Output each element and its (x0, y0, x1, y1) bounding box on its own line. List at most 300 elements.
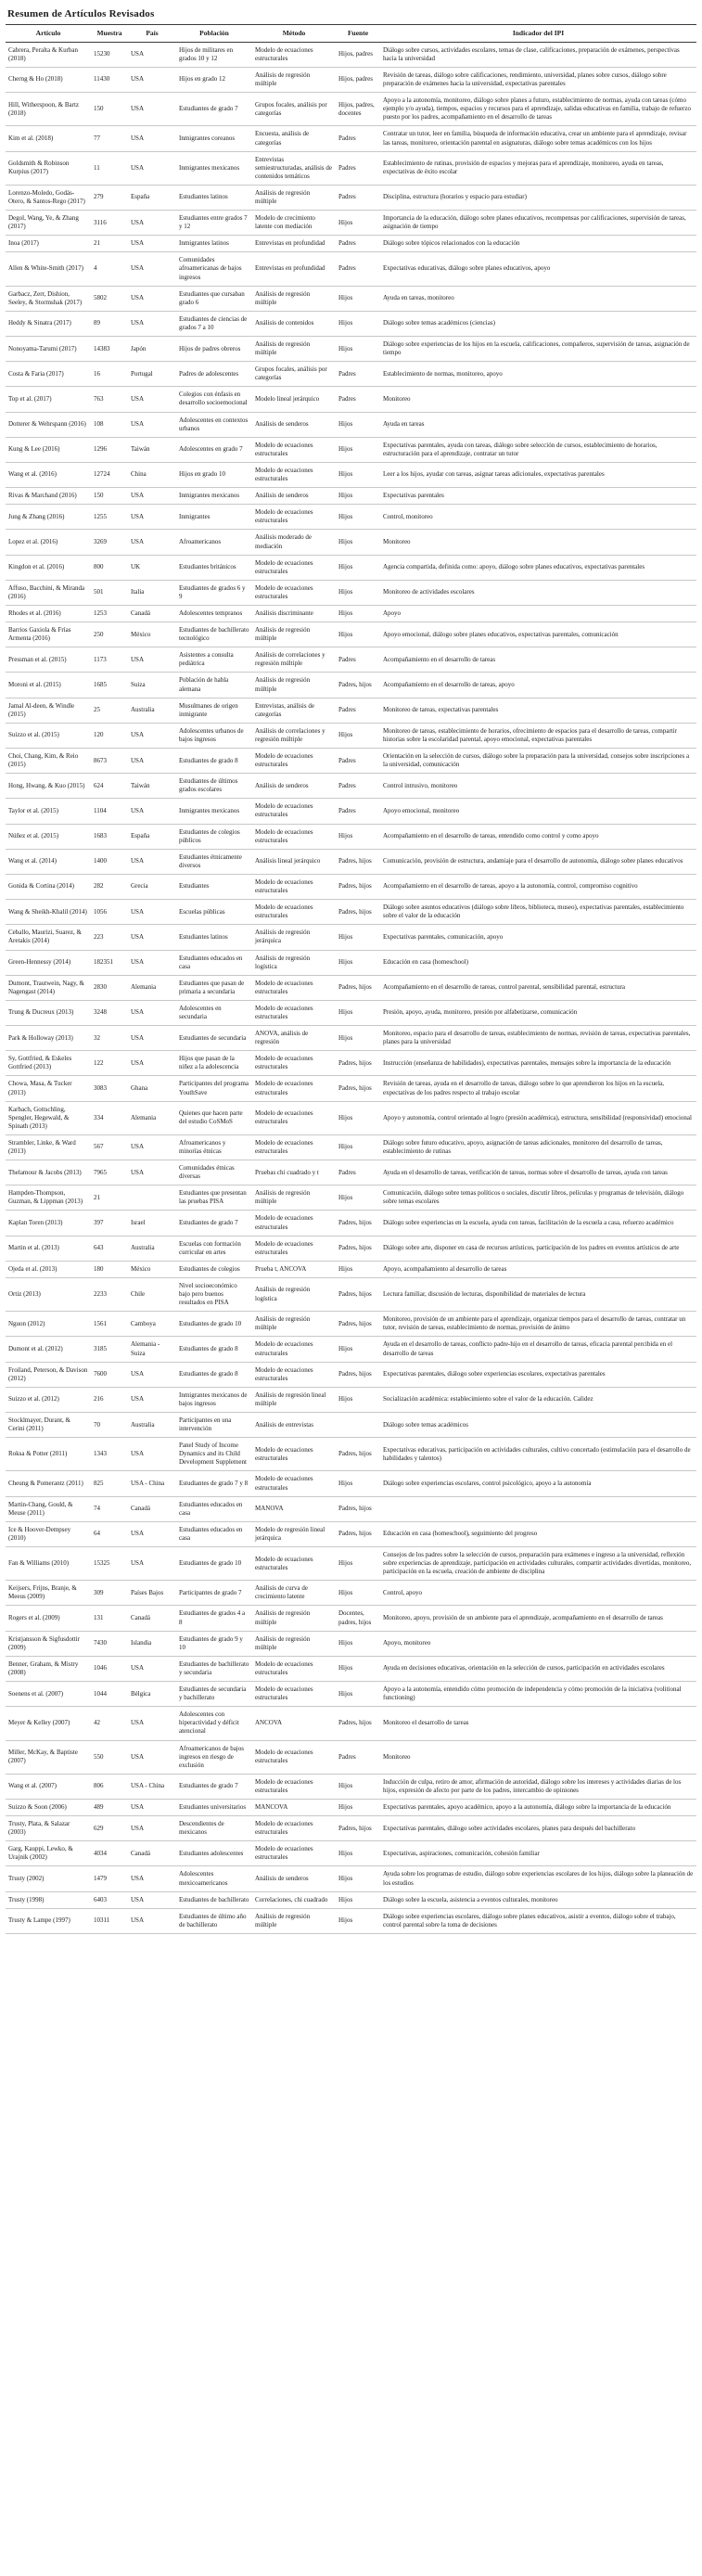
cell-method: Entrevistas en profundidad (252, 236, 336, 252)
cell-article: Wang et al. (2016) (6, 462, 91, 487)
cell-country: Ghana (128, 1076, 176, 1101)
cell-method: Modelo de regresión lineal jerárquica (252, 1521, 336, 1546)
cell-source: Hijos (336, 1000, 380, 1025)
cell-source: Padres, hijos (336, 1211, 380, 1236)
table-row (6, 1740, 696, 1774)
cell-source: Padres, hijos (336, 1051, 380, 1076)
cell-indicator: Diálogo sobre experiencias en la escuela, ayuda con tareas, facilitación de la escuela a casa, refuerzo académico (380, 1211, 696, 1236)
cell-sample: 7600 (91, 1362, 128, 1387)
cell-source: Hijos (336, 505, 380, 530)
cell-method: Correlaciones, chi cuadrado (252, 1891, 336, 1908)
cell-sample: 21 (91, 236, 128, 252)
cell-article: Jung & Zhang (2016) (6, 505, 91, 530)
cell-source: Hijos (336, 1891, 380, 1908)
cell-article: Ceballo, Maurizi, Suarez, & Aretakis (2014) (6, 925, 91, 950)
column-header-source: Fuente (336, 25, 380, 42)
table-row (6, 749, 696, 774)
cell-method: Análisis de regresión múltiple (252, 673, 336, 698)
cell-population: Adolescentes mexicoamericanos (176, 1866, 252, 1891)
cell-source: Hijos (336, 437, 380, 462)
cell-method: Modelo de ecuaciones estructurales (252, 555, 336, 580)
cell-sample: 1104 (91, 799, 128, 824)
cell-method: Análisis de senderos (252, 488, 336, 505)
cell-indicator: Revisión de tareas, diálogo sobre calificaciones, rendimiento, universidad, planes sobre cursos, diálogo sobre preparación de exámenes hacia la universidad, expectativas parentales (380, 67, 696, 92)
cell-article: Kung & Lee (2016) (6, 437, 91, 462)
cell-indicator: Instrucción (enseñanza de habilidades), expectativas parentales, mensajes sobre la importancia de la educación (380, 1051, 696, 1076)
cell-country: Australia (128, 1236, 176, 1261)
cell-source: Padres (336, 236, 380, 252)
cell-population: Adolescentes en contextos urbanos (176, 412, 252, 437)
table-row (6, 900, 696, 925)
cell-indicator: Establecimiento de normas, monitoreo, apoyo (380, 362, 696, 387)
cell-method: MANCOVA (252, 1799, 336, 1815)
cell-sample: 4034 (91, 1841, 128, 1866)
cell-indicator: Expectativas, aspiraciones, comunicación, cohesión familiar (380, 1841, 696, 1866)
cell-source: Padres, hijos (336, 1076, 380, 1101)
cell-indicator: Acompañamiento en el desarrollo de tareas, apoyo a la autonomía, control, compromiso cognitivo (380, 874, 696, 899)
cell-country: Israel (128, 1211, 176, 1236)
cell-sample: 1683 (91, 824, 128, 849)
table-row (6, 1101, 696, 1134)
cell-indicator: Apoyo y autonomía, control orientado al logro (presión académica), estructura, sensibilidad (responsividad) emocional (380, 1101, 696, 1134)
cell-source: Padres, hijos (336, 900, 380, 925)
cell-article: Garbacz, Zerr, Dishion, Seeley, & Stormshak (2017) (6, 286, 91, 311)
column-header-method: Método (252, 25, 336, 42)
cell-sample: 7965 (91, 1160, 128, 1185)
cell-sample: 1056 (91, 900, 128, 925)
table-row (6, 723, 696, 748)
table-row (6, 1261, 696, 1277)
cell-sample: 1173 (91, 647, 128, 673)
table-row (6, 647, 696, 673)
cell-source: Padres, hijos (336, 673, 380, 698)
cell-country: USA (128, 530, 176, 555)
cell-country: USA (128, 505, 176, 530)
cell-sample: 334 (91, 1101, 128, 1134)
cell-population: Estudiantes (176, 874, 252, 899)
cell-country: Suiza (128, 673, 176, 698)
cell-population: Estudiantes de grados 6 y 9 (176, 580, 252, 605)
cell-indicator: Expectativas parentales, comunicación, apoyo (380, 925, 696, 950)
cell-indicator: Expectativas parentales, ayuda con tareas, diálogo sobre selección de cursos, establecimiento de horarios, estructuración para el aprendizaje, contratar un tutor (380, 437, 696, 462)
cell-country: USA - China (128, 1774, 176, 1799)
cell-source: Hijos (336, 1581, 380, 1606)
cell-source: Hijos (336, 311, 380, 336)
cell-source: Padres (336, 252, 380, 286)
cell-method: Modelo de ecuaciones estructurales (252, 580, 336, 605)
cell-indicator: Monitoreo (380, 1740, 696, 1774)
cell-article: Soenens et al. (2007) (6, 1682, 91, 1707)
table-row (6, 337, 696, 362)
cell-article: Cherng & Ho (2018) (6, 67, 91, 92)
table-row (6, 126, 696, 151)
table-row (6, 412, 696, 437)
cell-indicator: Monitoreo el desarrollo de tareas (380, 1707, 696, 1740)
table-row (6, 1160, 696, 1185)
cell-sample: 3269 (91, 530, 128, 555)
table-row (6, 1076, 696, 1101)
table-row (6, 530, 696, 555)
cell-sample: 397 (91, 1211, 128, 1236)
table-row (6, 605, 696, 622)
cell-source: Padres, hijos (336, 1707, 380, 1740)
cell-indicator: Monitoreo de tareas, establecimiento de horarios, ofrecimiento de espacios para el desarrollo de tareas, compartir historias sobre la escolaridad parental, apoyo emocional, expectativas parentales (380, 723, 696, 748)
cell-sample: 6403 (91, 1891, 128, 1908)
cell-method: Modelo de ecuaciones estructurales (252, 799, 336, 824)
column-header-sample: Muestra (91, 25, 128, 42)
cell-population: Participantes en una intervención (176, 1412, 252, 1437)
cell-method: Análisis de regresión jerárquica (252, 925, 336, 950)
cell-method: Análisis de regresión múltiple (252, 1631, 336, 1656)
cell-country: USA (128, 925, 176, 950)
cell-article: Affuso, Bacchini, & Miranda (2016) (6, 580, 91, 605)
cell-article: Trusty (1998) (6, 1891, 91, 1908)
table-row (6, 774, 696, 799)
table-row (6, 1547, 696, 1581)
cell-population: Estudiantes de último año de bachillerato (176, 1908, 252, 1933)
cell-method: Entrevistas en profundidad (252, 252, 336, 286)
cell-article: Garg, Kauppi, Lewko, & Urajnik (2002) (6, 1841, 91, 1866)
cell-sample: 8673 (91, 749, 128, 774)
cell-source (336, 1412, 380, 1437)
cell-sample: 15230 (91, 42, 128, 67)
cell-method: Análisis de senderos (252, 412, 336, 437)
cell-article: Dotterer & Wehrspann (2016) (6, 412, 91, 437)
cell-source: Padres (336, 362, 380, 387)
cell-method: Análisis de regresión múltiple (252, 1908, 336, 1933)
cell-indicator: Agencia compartida, definida como: apoyo, diálogo sobre planes educativos, expectativas parentales (380, 555, 696, 580)
cell-source: Padres (336, 126, 380, 151)
cell-source: Hijos (336, 211, 380, 236)
cell-sample: 131 (91, 1606, 128, 1631)
cell-population: Escuelas con formación curricular en artes (176, 1236, 252, 1261)
cell-article: Sy, Gottfried, & Eskeles Gottfried (2013) (6, 1051, 91, 1076)
cell-population: Adolescentes con hiperactividad y déficit atencional (176, 1707, 252, 1740)
cell-sample: 1561 (91, 1312, 128, 1337)
table-row (6, 1438, 696, 1471)
cell-source: Padres, hijos (336, 1496, 380, 1521)
cell-country: México (128, 1261, 176, 1277)
cell-indicator: Acompañamiento en el desarrollo de tareas, control parental, sensibilidad parental, estructura (380, 975, 696, 1000)
cell-sample: 11 (91, 151, 128, 185)
cell-sample: 182351 (91, 950, 128, 975)
cell-sample: 1046 (91, 1656, 128, 1681)
cell-country: USA (128, 1051, 176, 1076)
table-row (6, 1707, 696, 1740)
cell-source: Hijos (336, 1471, 380, 1496)
cell-sample: 501 (91, 580, 128, 605)
cell-method: Modelo de ecuaciones estructurales (252, 900, 336, 925)
cell-country: Italia (128, 580, 176, 605)
cell-population: Estudiantes de colegios (176, 1261, 252, 1277)
cell-indicator: Monitoreo (380, 387, 696, 412)
cell-country: USA (128, 1160, 176, 1185)
cell-population: Estudiantes de últimos grados escolares (176, 774, 252, 799)
cell-article: Lopez et al. (2016) (6, 530, 91, 555)
cell-population: Estudiantes de bachillerato (176, 1891, 252, 1908)
cell-indicator: Diálogo sobre asuntos educativos (diálogo sobre libros, biblioteca, museo), expectativas parentales, establecimiento sobre el valor de la educación (380, 900, 696, 925)
table-row (6, 311, 696, 336)
cell-sample: 120 (91, 723, 128, 748)
cell-population: Hijos de militares en grados 10 y 12 (176, 42, 252, 67)
cell-population: Población de habla alemana (176, 673, 252, 698)
cell-population: Colegios con énfasis en desarrollo socioemocional (176, 387, 252, 412)
cell-sample: 643 (91, 1236, 128, 1261)
cell-article: Roksa & Potter (2011) (6, 1438, 91, 1471)
cell-indicator: Orientación en la selección de cursos, diálogo sobre la preparación para la universidad, consejos sobre inscripciones a la universidad, comunicación (380, 749, 696, 774)
cell-method: Análisis de regresión múltiple (252, 1312, 336, 1337)
cell-source: Padres (336, 698, 380, 723)
cell-source: Hijos (336, 1631, 380, 1656)
cell-article: Hampden-Thompson, Guzman, & Lippman (2013) (6, 1185, 91, 1211)
cell-indicator: Diálogo sobre la escuela, asistencia a eventos culturales, monitoreo (380, 1891, 696, 1908)
cell-country: USA (128, 151, 176, 185)
cell-population: Estudiantes de grado 7 (176, 1774, 252, 1799)
table-row (6, 975, 696, 1000)
cell-country: USA (128, 211, 176, 236)
cell-indicator: Socialización académica: establecimiento sobre el valor de la educación. Calidez (380, 1387, 696, 1412)
cell-population: Estudiantes de colegios públicos (176, 824, 252, 849)
cell-article: Gonida & Cortina (2014) (6, 874, 91, 899)
table-row (6, 622, 696, 647)
cell-method: Modelo de ecuaciones estructurales (252, 749, 336, 774)
cell-method: Modelo de ecuaciones estructurales (252, 1438, 336, 1471)
table-row (6, 1799, 696, 1815)
cell-article: Jamal Al-deen, & Windle (2015) (6, 698, 91, 723)
cell-indicator: Educación en casa (homeschool), seguimiento del progreso (380, 1521, 696, 1546)
cell-source: Padres, hijos (336, 1816, 380, 1841)
cell-source: Hijos (336, 622, 380, 647)
cell-population: Estudiantes étnicamente diversos (176, 849, 252, 874)
cell-sample: 3248 (91, 1000, 128, 1025)
cell-country: Canadá (128, 605, 176, 622)
table-row (6, 1185, 696, 1211)
cell-sample: 70 (91, 1412, 128, 1437)
table-row (6, 1581, 696, 1606)
cell-article: Goldsmith & Robinson Kurpius (2017) (6, 151, 91, 185)
cell-population: Escuelas públicas (176, 900, 252, 925)
cell-country: USA (128, 93, 176, 126)
cell-method: ANOVA, análisis de regresión (252, 1026, 336, 1051)
cell-indicator: Diálogo sobre temas académicos (ciencias) (380, 311, 696, 336)
cell-source: Hijos (336, 1185, 380, 1211)
cell-indicator: Expectativas parentales (380, 488, 696, 505)
cell-article: Nonoyama-Tarumi (2017) (6, 337, 91, 362)
cell-population: Comunidades afroamericanas de bajos ingresos (176, 252, 252, 286)
cell-source: Padres (336, 799, 380, 824)
cell-method: Análisis de entrevistas (252, 1412, 336, 1437)
cell-article: Miller, McKay, & Baptiste (2007) (6, 1740, 91, 1774)
cell-sample: 7430 (91, 1631, 128, 1656)
cell-sample: 108 (91, 412, 128, 437)
cell-population: Musulmanes de origen inmigrante (176, 698, 252, 723)
cell-country: USA (128, 1816, 176, 1841)
cell-indicator: Diálogo sobre experiencias escolares, control psicológico, apoyo a la autonomía (380, 1471, 696, 1496)
table-row (6, 252, 696, 286)
cell-method: Análisis de regresión múltiple (252, 622, 336, 647)
cell-country: USA (128, 1000, 176, 1025)
cell-country: Grecia (128, 874, 176, 899)
cell-sample: 74 (91, 1496, 128, 1521)
cell-sample: 1479 (91, 1866, 128, 1891)
cell-source: Hijos (336, 530, 380, 555)
cell-population: Estudiantes que cursaban grado 6 (176, 286, 252, 311)
cell-sample: 14383 (91, 337, 128, 362)
cell-indicator: Diálogo sobre arte, disponer en casa de recursos artísticos, participación de los padres en eventos artísticos de arte (380, 1236, 696, 1261)
cell-article: Froiland, Peterson, & Davison (2012) (6, 1362, 91, 1387)
cell-article: Chowa, Masa, & Tucker (2013) (6, 1076, 91, 1101)
cell-method: Modelo de ecuaciones estructurales (252, 1547, 336, 1581)
cell-population: Inmigrantes (176, 505, 252, 530)
cell-country: USA (128, 749, 176, 774)
cell-article: Rhodes et al. (2016) (6, 605, 91, 622)
cell-method: Análisis de curva de crecimiento latente (252, 1581, 336, 1606)
cell-country: USA (128, 1656, 176, 1681)
cell-population: Adolescentes en secundaria (176, 1000, 252, 1025)
cell-source: Padres (336, 749, 380, 774)
cell-article: Pressman et al. (2015) (6, 647, 91, 673)
table-row (6, 1774, 696, 1799)
cell-article: Top et al. (2017) (6, 387, 91, 412)
table-row (6, 1134, 696, 1160)
cell-sample: 489 (91, 1799, 128, 1815)
cell-sample: 15325 (91, 1547, 128, 1581)
cell-article: Trusty, Plata, & Salazar (2003) (6, 1816, 91, 1841)
table-row (6, 673, 696, 698)
column-header-country: País (128, 25, 176, 42)
cell-method: Modelo de ecuaciones estructurales (252, 437, 336, 462)
cell-country: Bélgica (128, 1682, 176, 1707)
cell-population: Afroamericanos (176, 530, 252, 555)
cell-country: Islandia (128, 1631, 176, 1656)
cell-country: España (128, 185, 176, 210)
cell-population: Estudiantes entre grados 7 y 12 (176, 211, 252, 236)
cell-source: Hijos (336, 1387, 380, 1412)
cell-country: Alemania - Suiza (128, 1337, 176, 1362)
cell-article: Taylor et al. (2015) (6, 799, 91, 824)
cell-population: Adolescentes en grado 7 (176, 437, 252, 462)
cell-population: Asistentes a consulta pediátrica (176, 647, 252, 673)
cell-source: Hijos (336, 1656, 380, 1681)
cell-method: Modelo de ecuaciones estructurales (252, 1134, 336, 1160)
cell-sample: 250 (91, 622, 128, 647)
table-row (6, 505, 696, 530)
cell-population: Hijos en grado 10 (176, 462, 252, 487)
table-row (6, 437, 696, 462)
cell-country: España (128, 824, 176, 849)
cell-country: Australia (128, 698, 176, 723)
cell-article: Cabrera, Peralta & Kurban (2018) (6, 42, 91, 67)
cell-country: USA (128, 900, 176, 925)
cell-population: Estudiantes latinos (176, 925, 252, 950)
page-title: Resumen de Artículos Revisados (6, 6, 696, 25)
cell-method: Modelo de ecuaciones estructurales (252, 1841, 336, 1866)
cell-country: UK (128, 555, 176, 580)
cell-sample: 550 (91, 1740, 128, 1774)
cell-sample: 2233 (91, 1277, 128, 1311)
cell-indicator: Monitoreo, espacio para el desarrollo de tareas, establecimiento de normas, revisión de tareas, expectativas parentales, planes para la universidad (380, 1026, 696, 1051)
cell-country: Japón (128, 337, 176, 362)
cell-population: Participantes de grado 7 (176, 1581, 252, 1606)
cell-population: Adolescentes urbanos de bajos ingresos (176, 723, 252, 748)
cell-country: USA (128, 1362, 176, 1387)
cell-article: Hong, Hwang, & Kuo (2015) (6, 774, 91, 799)
cell-population: Inmigrantes latinos (176, 236, 252, 252)
cell-source: Padres, hijos (336, 975, 380, 1000)
cell-population: Estudiantes de grado 8 (176, 1362, 252, 1387)
cell-method: Modelo de ecuaciones estructurales (252, 1076, 336, 1101)
cell-population: Estudiantes que pasan de primaria a secundaria (176, 975, 252, 1000)
cell-sample: 4 (91, 252, 128, 286)
cell-population: Estudiantes de grado 7 y 8 (176, 1471, 252, 1496)
cell-country: USA (128, 412, 176, 437)
cell-indicator: Diálogo sobre experiencias escolares, diálogo sobre planes educativos, asistir a eventos, diálogo sobre el trabajo, control parental sobre la toma de decisiones (380, 1908, 696, 1933)
cell-country: USA (128, 723, 176, 748)
cell-method: Modelo de ecuaciones estructurales (252, 1774, 336, 1799)
cell-article: Kristjansson & Sigfusdottir (2009) (6, 1631, 91, 1656)
cell-sample: 624 (91, 774, 128, 799)
cell-source: Padres (336, 151, 380, 185)
cell-sample: 11430 (91, 67, 128, 92)
cell-country: Chile (128, 1277, 176, 1311)
cell-method: Modelo de ecuaciones estructurales (252, 1337, 336, 1362)
cell-sample: 2830 (91, 975, 128, 1000)
cell-indicator: Monitoreo, apoyo, provisión de un ambiente para el aprendizaje, acompañamiento en el desarrollo de tareas (380, 1606, 696, 1631)
cell-country: USA (128, 1891, 176, 1908)
cell-method: MANOVA (252, 1496, 336, 1521)
table-row (6, 1816, 696, 1841)
cell-source: Hijos (336, 1337, 380, 1362)
cell-country: Taiwán (128, 437, 176, 462)
cell-population: Descendientes de mexicanos (176, 1816, 252, 1841)
cell-indicator: Apoyo emocional, diálogo sobre planes educativos, expectativas parentales, comunicación (380, 622, 696, 647)
cell-source: Hijos (336, 950, 380, 975)
table-row (6, 799, 696, 824)
table-row (6, 1051, 696, 1076)
cell-article: Trusty (2002) (6, 1866, 91, 1891)
cell-sample: 567 (91, 1134, 128, 1160)
cell-sample: 77 (91, 126, 128, 151)
cell-country: Taiwán (128, 774, 176, 799)
table-body (6, 42, 696, 1933)
cell-article: Núñez et al. (2015) (6, 824, 91, 849)
table-row (6, 874, 696, 899)
table-row (6, 1312, 696, 1337)
cell-sample: 42 (91, 1707, 128, 1740)
cell-method: Modelo de ecuaciones estructurales (252, 1740, 336, 1774)
cell-method: Modelo de ecuaciones estructurales (252, 1816, 336, 1841)
cell-indicator: Monitoreo (380, 530, 696, 555)
cell-article: Ice & Hoover-Dempsey (2010) (6, 1521, 91, 1546)
cell-method: Modelo de ecuaciones estructurales (252, 462, 336, 487)
table-head (6, 25, 696, 42)
cell-method: Modelo de ecuaciones estructurales (252, 1000, 336, 1025)
cell-indicator: Control intrusivo, monitoreo (380, 774, 696, 799)
cell-sample: 150 (91, 93, 128, 126)
table-row (6, 1387, 696, 1412)
cell-method: Modelo de ecuaciones estructurales (252, 975, 336, 1000)
cell-sample: 1685 (91, 673, 128, 698)
cell-population: Inmigrantes coreanos (176, 126, 252, 151)
cell-population: Hijos en grado 12 (176, 67, 252, 92)
cell-source: Hijos (336, 580, 380, 605)
cell-sample: 180 (91, 1261, 128, 1277)
table-row (6, 1496, 696, 1521)
cell-country: USA (128, 126, 176, 151)
table-row (6, 1277, 696, 1311)
cell-country: USA (128, 1026, 176, 1051)
table-row (6, 1000, 696, 1025)
